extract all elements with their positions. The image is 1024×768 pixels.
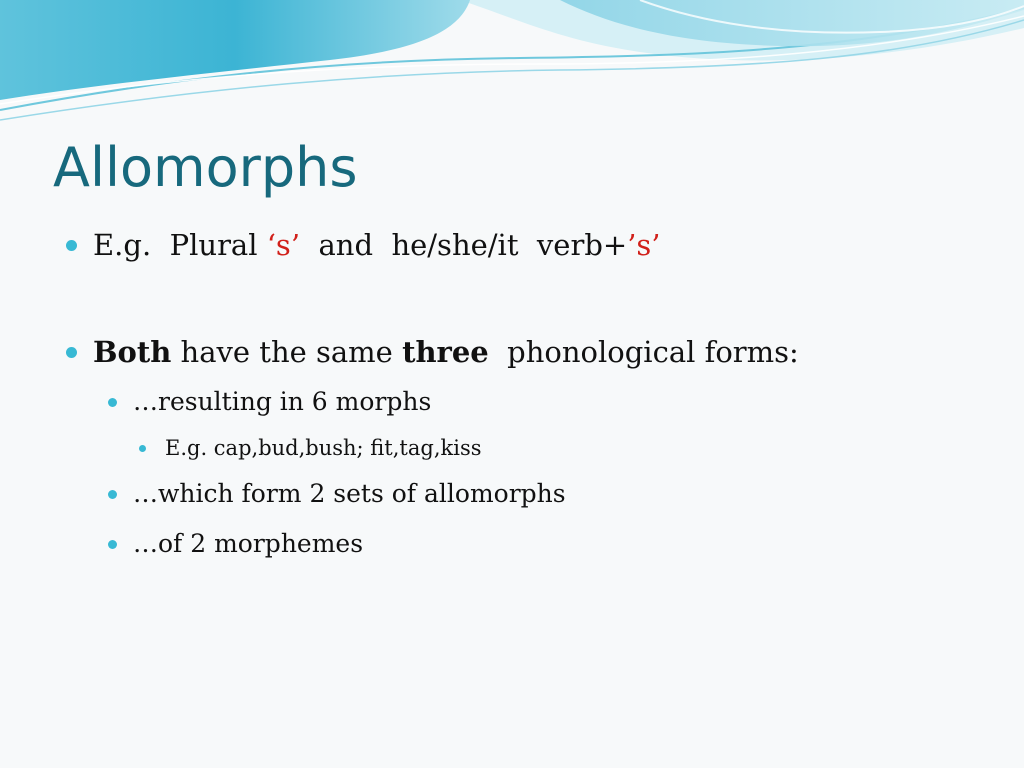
highlight-s: ’s’ (627, 228, 661, 262)
bullet-plural-example (66, 225, 661, 265)
bullet-text: …of 2 morphemes (133, 529, 364, 558)
bullet-dot-icon (66, 240, 77, 251)
slide-title: Allomorphs (53, 136, 358, 199)
bullet-text-part: have the same (171, 335, 403, 369)
bullet-text-part: E.g. Plural (93, 228, 267, 262)
highlight-s: ‘s’ (266, 228, 301, 262)
bullet-six-morphs (108, 385, 431, 419)
bullet-text-part: and he/she/it verb+ (300, 228, 628, 262)
bullet-text: …resulting in 6 morphs (133, 387, 432, 416)
bullet-two-sets (108, 477, 566, 511)
bullet-dot-icon (108, 540, 117, 549)
bullet-text: E.g. cap,bud,bush; fit,tag,kiss (165, 436, 482, 460)
bullet-dot-icon (108, 398, 117, 407)
bullet-two-morphemes (108, 527, 363, 561)
bold-three: three (402, 335, 489, 369)
bullet-examples (139, 434, 482, 462)
bullet-dot-icon (66, 347, 77, 358)
bullet-dot-icon (108, 490, 117, 499)
bullet-dot-icon (139, 445, 146, 452)
bullet-phonological-forms (66, 332, 799, 372)
wave-banner-icon (0, 0, 1024, 130)
bullet-text-part: phonological forms: (488, 335, 799, 369)
bold-both: Both (93, 335, 172, 369)
bullet-text: …which form 2 sets of allomorphs (133, 479, 566, 508)
